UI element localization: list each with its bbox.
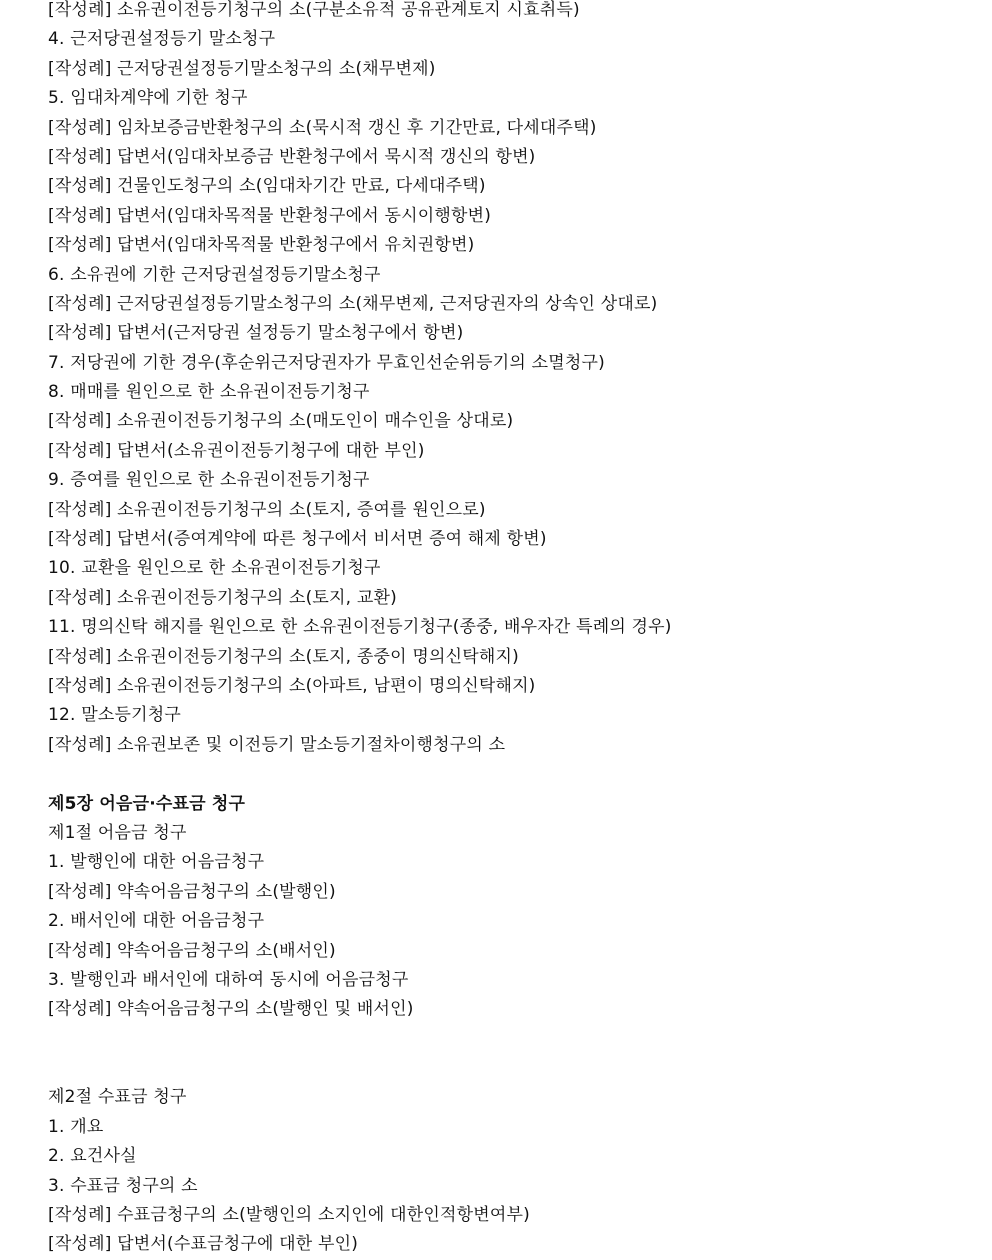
example-line: [작성례] 답변서(소유권이전등기청구에 대한 부인) [48,440,425,461]
numbered-item: 7. 저당권에 기한 경우(후순위근저당권자가 무효인선순위등기의 소멸청구) [48,352,605,373]
example-line: [작성례] 답변서(증여계약에 따른 청구에서 비서면 증여 해제 항변) [48,529,547,550]
example-line: [작성례] 근저당권설정등기말소청구의 소(채무변제) [48,58,436,79]
numbered-item: 9. 증여를 원인으로 한 소유권이전등기청구 [48,470,370,491]
example-line: [작성례] 답변서(근저당권 설정등기 말소청구에서 항변) [48,323,464,344]
numbered-item: 10. 교환을 원인으로 한 소유권이전등기청구 [48,558,381,579]
example-line: [작성례] 소유권보존 및 이전등기 말소등기절차이행청구의 소 [48,734,506,755]
blank-line [48,1054,978,1083]
example-line: [작성례] 소유권이전등기청구의 소(토지, 증여를 원인으로) [48,499,486,520]
numbered-item: 12. 말소등기청구 [48,705,181,726]
numbered-item: 3. 발행인과 배서인에 대하여 동시에 어음금청구 [48,969,409,990]
blank-line [48,1025,978,1054]
example-line: [작성례] 소유권이전등기청구의 소(매도인이 매수인을 상대로) [48,411,514,432]
numbered-item: 1. 개요 [48,1116,104,1137]
numbered-item: 11. 명의신탁 해지를 원인으로 한 소유권이전등기청구(종중, 배우자간 특례의 경우) [48,617,672,638]
numbered-item: 3. 수표금 청구의 소 [48,1175,198,1196]
example-line: [작성례] 근저당권설정등기말소청구의 소(채무변제, 근저당권자의 상속인 상대로) [48,293,658,314]
numbered-item: 8. 매매를 원인으로 한 소유권이전등기청구 [48,382,370,403]
example-line: [작성례] 답변서(임대차보증금 반환청구에서 묵시적 갱신의 항변) [48,146,536,167]
example-line: [작성례] 답변서(수표금청구에 대한 부인) [48,1234,359,1255]
numbered-item: 1. 발행인에 대한 어음금청구 [48,852,265,873]
example-line: [작성례] 답변서(임대차목적물 반환청구에서 유치권항변) [48,235,475,256]
section-heading: 제2절 수표금 청구 [48,1087,187,1108]
example-line: [작성례] 소유권이전등기청구의 소(아파트, 남편이 명의신탁해지) [48,675,536,696]
example-line: [작성례] 건물인도청구의 소(임대차기간 만료, 다세대주택) [48,176,486,197]
numbered-item: 5. 임대차계약에 기한 청구 [48,88,248,109]
example-line: [작성례] 약속어음금청구의 소(발행인) [48,881,336,902]
numbered-item: 2. 요건사실 [48,1146,137,1167]
numbered-item: 6. 소유권에 기한 근저당권설정등기말소청구 [48,264,381,285]
document-body [48,0,978,1260]
chapter-heading: 제5장 어음금·수표금 청구 [48,793,246,814]
blank-line [48,760,978,789]
example-line: [작성례] 소유권이전등기청구의 소(토지, 교환) [48,587,397,608]
example-line: [작성례] 약속어음금청구의 소(배서인) [48,940,336,961]
example-line: [작성례] 수표금청구의 소(발행인의 소지인에 대한인적항변여부) [48,1205,530,1226]
example-line: [작성례] 임차보증금반환청구의 소(묵시적 갱신 후 기간만료, 다세대주택) [48,117,597,138]
example-line: [작성례] 약속어음금청구의 소(발행인 및 배서인) [48,999,414,1020]
example-line: [작성례] 답변서(임대차목적물 반환청구에서 동시이행항변) [48,205,492,226]
numbered-item: 4. 근저당권설정등기 말소청구 [48,29,276,50]
section-heading: 제1절 어음금 청구 [48,822,187,843]
example-line: [작성례] 소유권이전등기청구의 소(토지, 종중이 명의신탁해지) [48,646,519,667]
numbered-item: 2. 배서인에 대한 어음금청구 [48,911,265,932]
example-line: [작성례] 소유권이전등기청구의 소(구분소유적 공유관계토지 시효취득) [48,0,580,20]
